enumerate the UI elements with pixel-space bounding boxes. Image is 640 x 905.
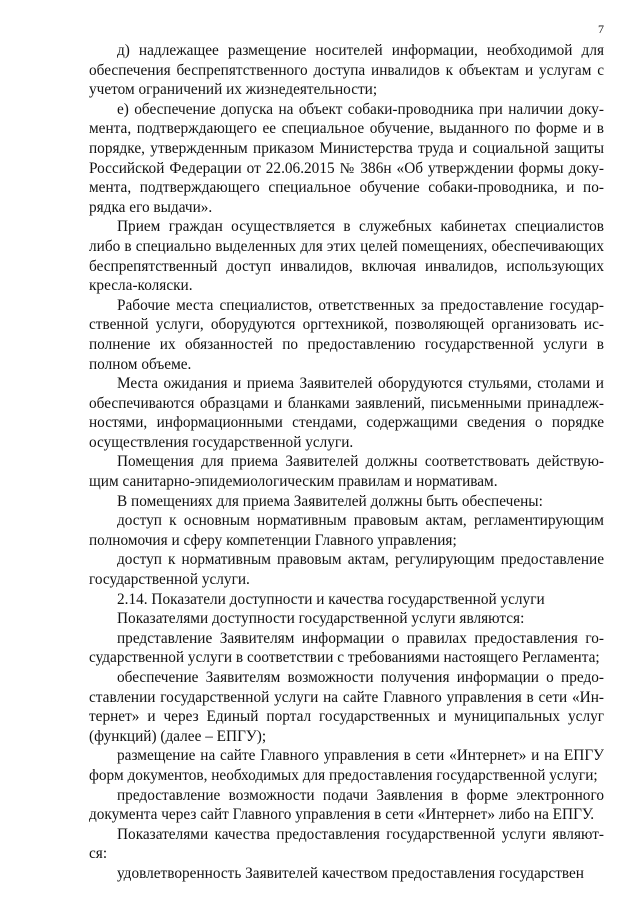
- paragraph-waiting-areas: Места ожидания и приема Заявителей оборудуются стульями, столами и обеспечиваются образцами и бланками заявлений, письменными принадлежностями, информационными стендами, содержащими сведения о порядке осуществления государственной услуги.: [89, 375, 604, 451]
- paragraph-quality-indicators: Показателями качества предоставления государственной услуги являются:: [89, 825, 604, 863]
- paragraph-reception: Прием граждан осуществляется в служебных кабинетах специалистов либо в специально выделенных для этих целей помещениях, обеспечивающих беспрепятственный доступ инвалидов, включая инвалидов, использующих кресла-коляски.: [89, 218, 604, 295]
- paragraph-availability-indicators: Показателями доступности государственной услуги являются:: [117, 610, 525, 628]
- paragraph-access-regulatory-acts: доступ к нормативным правовым актам, регулирующим предоставление государственной услуги.: [89, 551, 604, 589]
- paragraph-access-main-acts: доступ к основным нормативным правовым актам, регламентирующим полномочия и сферу компетенции Главного управления;: [89, 512, 604, 549]
- section-heading-2-14: 2.14. Показатели доступности и качества государственной услуги: [117, 590, 545, 608]
- page-body: [89, 41, 604, 884]
- paragraph-item-e: е) обеспечение допуска на объект собаки-проводника при наличии документа, подтверждающего ее специальное обучение, выданного по форме и в порядке, утвержденным приказом Министерства труда и социальной защиты Российской Федерации от 22.06.2015 № 386н «Об утверждении формы документа, подтверждающего специальное обучение собаки-проводника, и порядка его выдачи».: [89, 100, 604, 216]
- paragraph-website-epgu: обеспечение Заявителям возможности получения информации о предоставлении государственной услуги на сайте Главного управления в сети «Интернет» и через Единый портал государственных и муниципальных услуг (функций) (далее – ЕПГУ);: [89, 669, 604, 745]
- paragraph-satisfaction: удовлетворенность Заявителей качеством предоставления государствен: [117, 864, 584, 882]
- paragraph-premises-intro: В помещениях для приема Заявителей должны быть обеспечены:: [117, 492, 543, 510]
- paragraph-forms-placement: размещение на сайте Главного управления в сети «Интернет» и на ЕПГУ форм документов, необходимых для предоставления государственной услуги;: [89, 747, 604, 784]
- paragraph-workplaces: Рабочие места специалистов, ответственных за предоставление государственной услуги, оборудуются оргтехникой, позволяющей организовать исполнение их обязанностей по предоставлению государственной услуги в полном объеме.: [89, 296, 604, 373]
- page-number: 7: [598, 22, 604, 36]
- paragraph-electronic-submission: предоставление возможности подачи Заявления в форме электронного документа через сайт Главного управления в сети «Интернет» либо на ЕПГУ.: [89, 786, 604, 824]
- paragraph-information-rules: представление Заявителям информации о правилах предоставления государственной услуги в соответствии с требованиями настоящего Регламента;: [89, 629, 604, 667]
- paragraph-item-d: д) надлежащее размещение носителей информации, необходимой для обеспечения беспрепятственного доступа инвалидов к объектам и услугам с учетом ограничений их жизнедеятельности;: [89, 42, 604, 99]
- paragraph-sanitary-rules: Помещения для приема Заявителей должны соответствовать действующим санитарно-эпидемиологическим правилам и нормативам.: [89, 453, 604, 491]
